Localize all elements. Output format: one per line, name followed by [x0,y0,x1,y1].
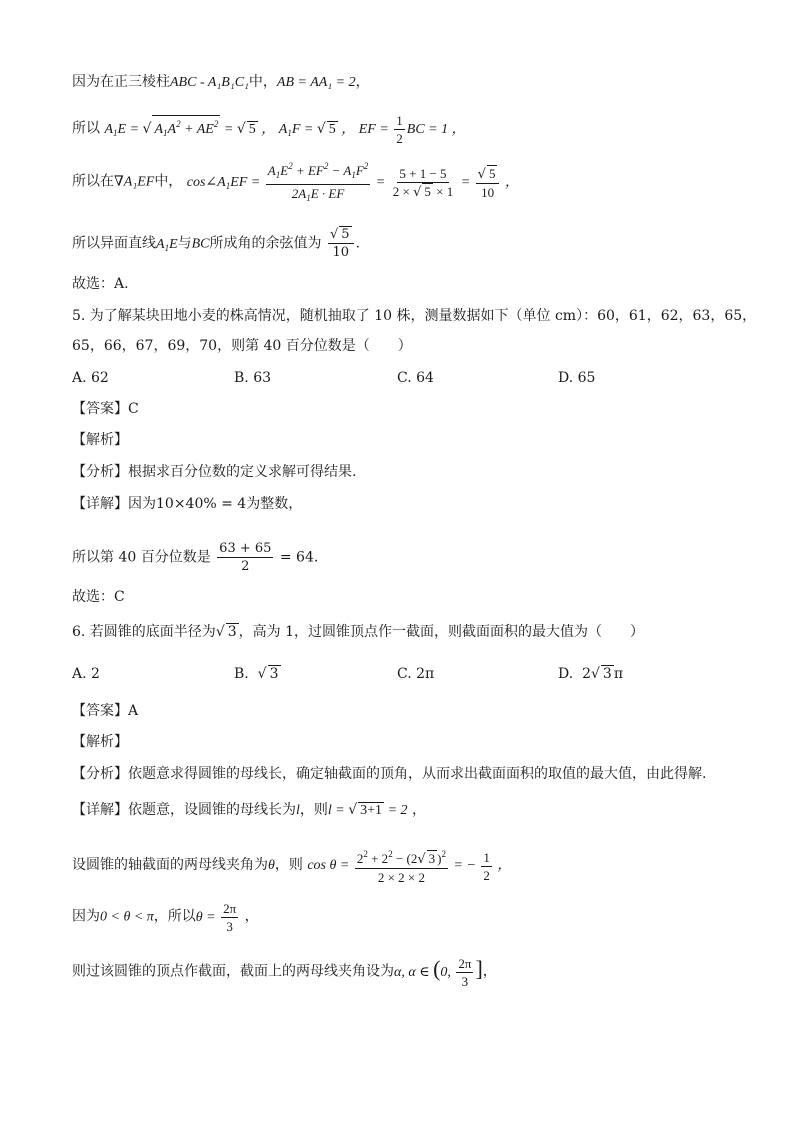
q6-stem: 6. 若圆锥的底面半径为√ 3 ，高为 1，过圆锥顶点作一截面，则截面面积的最大值为（ ） [72,624,645,640]
q5-option-c: C. 64 [397,370,434,386]
choose-line: 故选：A. [72,276,129,292]
q6-last: 则过该圆锥的顶点作截面，截面上的两母线夹角设为α, α ∈ (0, $\frac{2\pi}{3}$ ]， [72,955,497,989]
q5-stem-2: 65，66，67，69，70，则第 40 百分位数是（ ） [72,338,412,354]
q5-option-a: A. 62 [72,370,109,386]
q5-analysis: 【解析】 [72,432,128,448]
q6-because: 因为0 < θ < π，所以θ = $\frac{2\pi}{3}$ ， [72,901,259,934]
q6-analysis: 【解析】 [72,734,128,750]
q6-fenxi: 【分析】依题意求得圆锥的母线长，确定轴截面的顶角，从而求出截面面积的取值的最大值，由此得解. [72,766,707,782]
equation: AB = AA₁ = 2 [276,75,356,90]
answer-fraction: $\frac{√ 5}{10}$ [328,226,354,261]
math-expr: 10×40% = 4 [156,496,247,512]
text: 因为 [72,908,100,925]
text: ， [482,963,497,980]
solution-line-1 [72,72,370,93]
text: 所以异面直线 [72,235,156,252]
prism-expr: ABC - A₁B₁C₁ [170,75,249,90]
text: 设圆锥的轴截面的两母线夹角为 [72,857,268,874]
q5-choose: 故选：C [72,589,125,605]
q6-option-d: D. 2√ 3 π [558,666,624,682]
solution-line-3 [72,158,519,207]
text: 所成角的余弦值为 [209,235,322,252]
text: ，所以 [153,908,196,925]
text: ，则 [274,857,303,874]
q6-option-a: A. 2 [72,666,100,682]
text: 则过该圆锥的顶点作截面，截面上的两母线夹角设为 [72,963,394,980]
text: 【详解】因为 [72,496,156,512]
q6-option-c: C. 2π [397,666,435,682]
math-formula: $A_1E$ = √ $A_1A^2 + AE^2$ = √ 5 ， $A_1F$ = √ 5 ， EF = $\frac{1}{2}$ BC = 1 ， [104,113,466,146]
text: 所以 [72,120,100,137]
text: 因为在正三棱柱 [72,74,170,90]
math-var: BC [191,236,210,252]
q5-answer: 【答案】C [72,401,139,417]
sqrt-3: 3 [227,624,237,640]
text: 【详解】依题意，设圆锥的母线长为 [72,802,296,818]
q5-result [72,540,318,575]
text: 所以在 [72,173,114,190]
q6-angle-line: 设圆锥的轴截面的两母线夹角为θ，则 cos θ = $\frac{2^2 + 2^2 - (2√ 3 )^2}{2 \times 2 \times 2}$ = − $\frac{1}{2}$ ， [72,846,511,886]
text: 所以第 40 百分位数是 [72,549,211,566]
result-fraction: $\frac{63 + 65}{2}$ [219,541,272,574]
q5-option-b: B. 63 [234,370,272,386]
q5-fenxi: 【分析】根据求百分位数的定义求解可得结果. [72,464,357,480]
cos-theta-formula: cos θ = $\frac{2^2 + 2^2 - (2√ 3 )^2}{2 \times 2 \times 2}$ = − $\frac{1}{2}$ ， [307,858,511,873]
text: ， [355,74,370,90]
math-var: $A_1E$ [156,236,178,253]
solution-line-4: 所以异面直线$A_1E$与BC所成角的余弦值为 $\frac{√ 5}{10}$ . [72,227,360,260]
q5-option-d: D. 65 [558,370,596,386]
text: = 64. [279,549,319,566]
q5-xiangjie [72,494,302,514]
q6-option-b: B. √ 3 [234,666,279,682]
text: ，高为 1，过圆锥顶点作一截面，则截面面积的最大值为（ ） [238,624,645,640]
text: 为整数， [246,496,303,512]
text: 中， [154,173,183,190]
text: D. [558,666,574,682]
text: 6. 若圆锥的底面半径为 [72,624,216,640]
q5-stem-1: 5. 为了解某块田地小麦的株高情况，随机抽取了 10 株，测量数据如下（单位 cm）：60，61，62，63，65， [72,308,757,324]
text: B. [234,666,249,682]
q6-xiangjie: 【详解】依题意，设圆锥的母线长为l，则l = √ 3+1 = 2 ， [72,802,426,818]
text: 与 [177,235,192,252]
text: 中， [248,74,277,90]
cosine-formula: $\cos\angle A_1EF$ = $\frac{A_1E^2 + EF^2 - A_1F^2}{2A_1E \cdot EF}$ = $\frac{5 + 1 - 5}{2 \times √ 5 \times 1}$ = $\frac{√ 5}{10}$ ， [187,175,519,190]
q6-answer: 【答案】A [72,703,139,719]
text: ，则 [299,802,328,818]
solution-line-2 [72,112,466,147]
triangle-label: ∇A₁EF [114,174,155,190]
